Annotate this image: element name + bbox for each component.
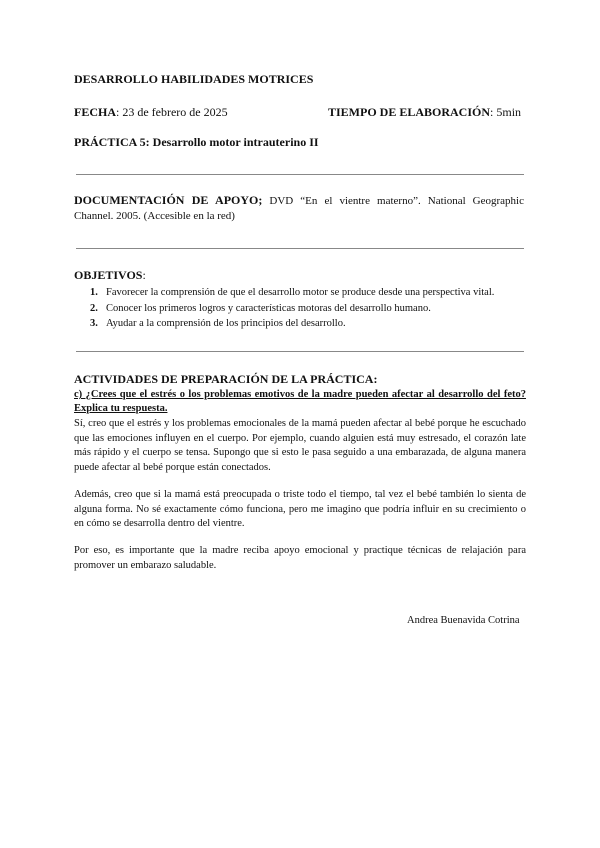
answer-paragraph-3: Por eso, es importante que la madre reciba apoyo emocional y practique técnicas de relajación para promover un embarazo saludable. [74, 545, 526, 571]
objetivos-title [74, 268, 146, 283]
objetivos-title-suffix: : [142, 268, 146, 282]
documentacion-label: DOCUMENTACIÓN DE APOYO; [74, 193, 263, 207]
list-item [90, 316, 494, 332]
author-signature: Andrea Buenavida Cotrina [407, 615, 520, 626]
document-title: DESARROLLO HABILIDADES MOTRICES [74, 72, 314, 86]
list-item-number: 3. [90, 318, 98, 329]
objetivos-title-text: OBJETIVOS [74, 268, 143, 282]
list-item-number: 2. [90, 302, 98, 314]
list-item-text: Ayudar a la comprensión de los principios del desarrollo. [106, 318, 346, 329]
list-item-text: Favorecer la comprensión de que el desarrollo motor se produce desde una perspectiva vital. [106, 287, 495, 298]
divider [76, 174, 524, 175]
list-item [90, 301, 494, 317]
fecha-label: FECHA [74, 105, 116, 119]
activity-question: c) ¿Crees que el estrés o los problemas emotivos de la madre pueden afectar al desarrollo del feto? Explica tu respuesta. [74, 389, 526, 414]
fecha-value: : 23 de febrero de 2025 [116, 105, 228, 119]
fecha-line [74, 105, 228, 120]
tiempo-value: : 5min [490, 105, 522, 119]
answer-paragraph-2: Además, creo que si la mamá está preocupada o triste todo el tiempo, tal vez el bebé también lo sienta de alguna forma. No sé exactamente cómo funciona, pero me imagino que podría influir en su crecimiento o en cómo se desarrolla dentro del vientre. [74, 489, 526, 529]
documentacion-block [74, 193, 524, 224]
divider [76, 351, 524, 352]
answer-paragraph-1: Sí, creo que el estrés y los problemas emocionales de la mamá pueden afectar al bebé porque he escuchado que las emociones influyen en el cuerpo. Por ejemplo, cuando alguien está muy estresado, el corazón late más rápido y el cuerpo se tensa. Supongo que si esto le pasa seguido a una embarazada, de alguna manera puede afectar al bebé porque están conectados. [74, 418, 526, 473]
divider [76, 248, 524, 249]
objetivos-list [90, 285, 494, 332]
list-item [90, 285, 494, 301]
tiempo-label: TIEMPO DE ELABORACIÓN [328, 105, 491, 119]
practica-title: PRÁCTICA 5: Desarrollo motor intrauterino II [74, 135, 319, 149]
list-item-number: 1. [90, 287, 98, 298]
list-item-text: Conocer los primeros logros y características motoras del desarrollo humano. [106, 302, 431, 314]
documentacion-text: DVD “En el vientre materno”. National Geographic Channel. 2005. (Accesible en la red) [74, 195, 524, 222]
tiempo-line [328, 105, 521, 120]
actividades-title: ACTIVIDADES DE PREPARACIÓN DE LA PRÁCTICA: [74, 372, 378, 386]
